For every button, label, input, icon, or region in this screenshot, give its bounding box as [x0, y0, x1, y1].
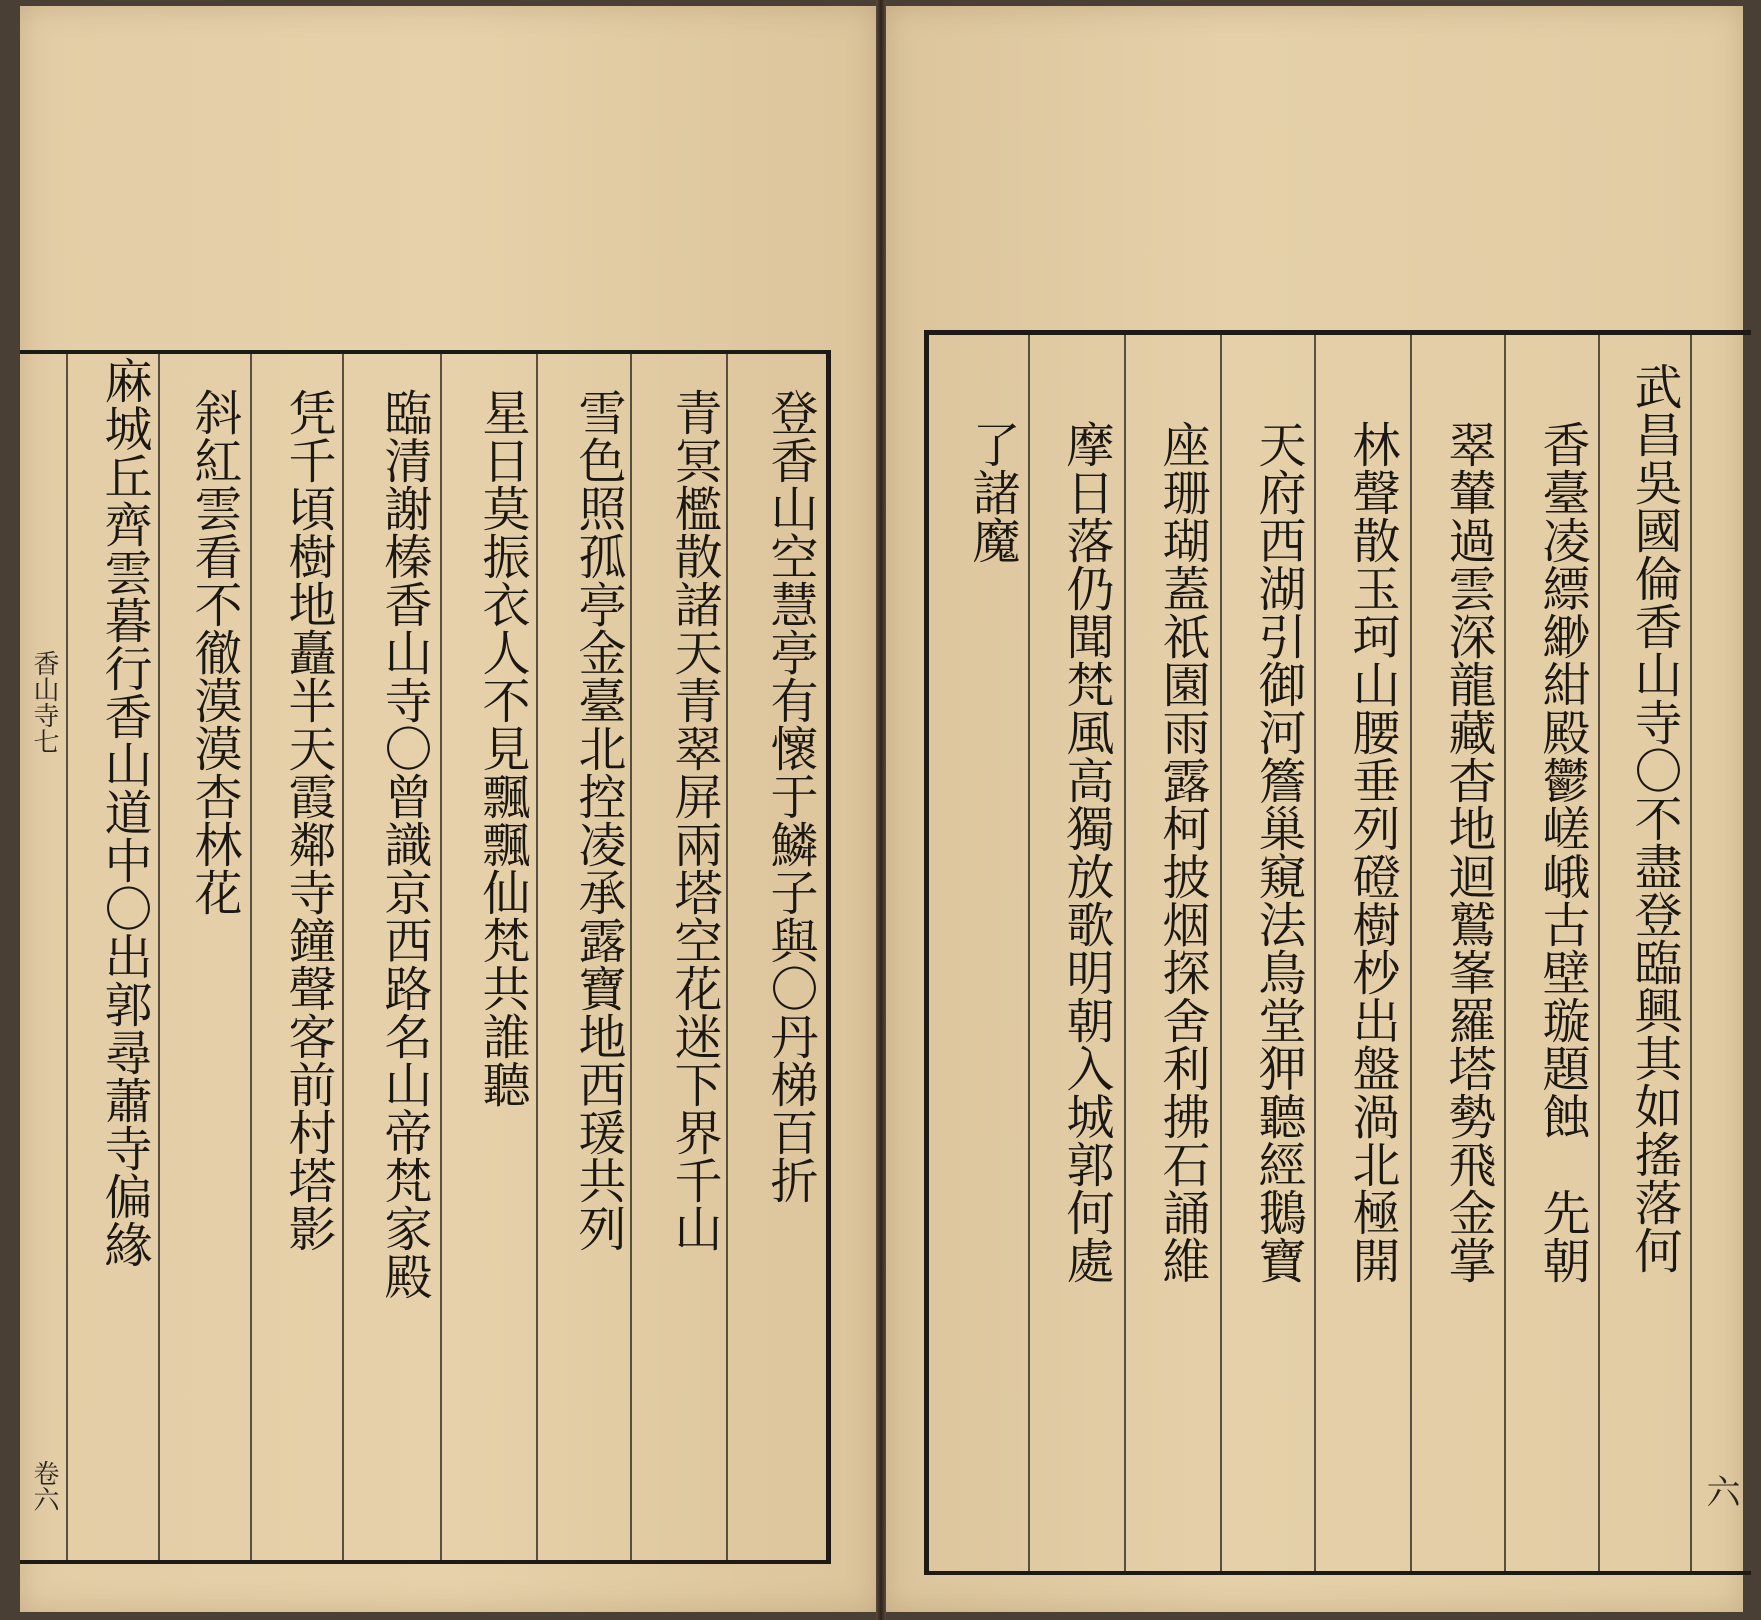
right-column-3: 翠輦過雲深龍藏杳地迴鷲峯羅塔勢飛金掌	[1440, 420, 1496, 1284]
right-column-2: 香臺凌縹緲紺殿鬱嵯峨古壁璇題蝕 先朝	[1534, 420, 1590, 1284]
left-column-2: 青冥檻散諸天青翠屏兩塔空花迷下界千山	[666, 388, 722, 1252]
column-rule	[1220, 335, 1222, 1571]
column-rule	[536, 354, 538, 1560]
column-rule	[1504, 335, 1506, 1571]
column-rule	[1410, 335, 1412, 1571]
column-rule	[630, 354, 632, 1560]
left-column-3: 雪色照孤亭金臺北控凌承露寶地西瑗共列	[570, 388, 626, 1252]
column-rule	[66, 354, 68, 1560]
left-column-6: 凭千頃樹地矗半天霞鄰寺鐘聲客前村塔影	[280, 388, 336, 1252]
column-rule	[1124, 335, 1126, 1571]
left-column-5: 臨清謝榛香山寺〇曾識京西路名山帝梵家殿	[376, 388, 432, 1300]
left-column-4: 星日莫振衣人不見飄飄仙梵共誰聽	[474, 388, 530, 1108]
column-rule	[158, 354, 160, 1560]
right-column-8: 了諸魔	[964, 420, 1020, 564]
column-rule	[1028, 335, 1030, 1571]
column-rule	[1314, 335, 1316, 1571]
left-column-7: 斜紅雲看不徹漠漠杏林花	[186, 388, 242, 916]
page-number: 六	[1700, 1474, 1740, 1508]
margin-volume: 卷六	[29, 1460, 59, 1512]
column-rule	[1598, 335, 1600, 1571]
right-column-1: 武昌吳國倫香山寺〇不盡登臨興其如搖落何	[1626, 362, 1682, 1274]
right-column-4: 林聲散玉珂山腰垂列磴樹杪出盤渦北極開	[1344, 420, 1400, 1284]
right-column-7: 摩日落仍聞梵風高獨放歌明朝入城郭何處	[1058, 420, 1114, 1284]
column-rule	[250, 354, 252, 1560]
left-column-1: 登香山空慧亭有懷于鱗子與〇丹梯百折	[762, 388, 818, 1204]
left-column-8: 麻城丘齊雲暮行香山道中〇出郭尋蕭寺偏緣	[96, 356, 152, 1268]
column-rule	[726, 354, 728, 1560]
right-column-5: 天府西湖引御河簷巢窺法鳥堂狎聽經鵝寶	[1250, 420, 1306, 1284]
column-rule	[1690, 335, 1692, 1571]
column-rule	[440, 354, 442, 1560]
binding-gutter	[876, 0, 886, 1620]
margin-title: 香山寺七	[29, 650, 59, 754]
column-rule	[342, 354, 344, 1560]
right-column-6: 座珊瑚蓋祇園雨露柯披烟探舍利拂石誦維	[1154, 420, 1210, 1284]
